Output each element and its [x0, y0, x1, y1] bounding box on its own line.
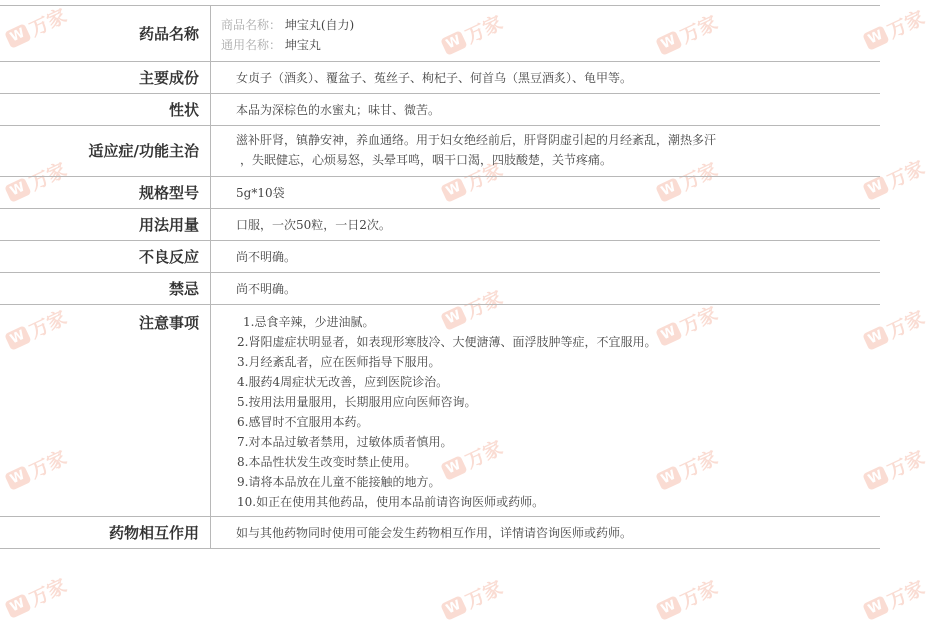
watermark-logo-icon: W: [862, 25, 890, 51]
watermark-logo-icon: W: [440, 177, 468, 203]
watermark: W 万家: [860, 303, 929, 354]
label-contraindications: 禁忌: [0, 273, 211, 305]
watermark: W 万家: [2, 571, 71, 622]
row-spec: [0, 177, 880, 209]
row-contraindications: [0, 273, 880, 305]
watermark-logo-icon: W: [4, 465, 32, 491]
precaution-item: 2.肾阳虚症状明显者，如表现形寒肢冷、大便溏薄、面浮肢肿等症，不宜服用。: [237, 335, 657, 349]
precaution-item: 3.月经紊乱者，应在医师指导下服用。: [237, 355, 441, 369]
watermark-logo-icon: W: [655, 595, 683, 621]
value-interactions: 如与其他药物同时使用可能会发生药物相互作用，详情请咨询医师或药师。: [211, 517, 881, 549]
precaution-item: 6.感冒时不宜服用本药。: [237, 415, 369, 429]
precaution-item: 9.请将本品放在儿童不能接触的地方。: [237, 475, 441, 489]
watermark: W 万家: [653, 573, 722, 624]
precaution-item: 8.本品性状发生改变时禁止使用。: [237, 455, 417, 469]
value-appearance: 本品为深棕色的水蜜丸；味甘、微苦。: [211, 94, 881, 126]
label-usage: 用法用量: [0, 209, 211, 241]
watermark-logo-icon: W: [440, 305, 468, 331]
watermark-logo-icon: W: [655, 30, 683, 56]
precaution-item: 7.对本品过敏者禁用，过敏体质者慎用。: [237, 435, 453, 449]
generic-name: 坤宝丸: [284, 38, 321, 52]
row-precautions: [0, 305, 880, 517]
watermark: W 万家: [653, 299, 722, 350]
watermark: W 万家: [653, 155, 722, 206]
watermark: W 万家: [2, 303, 71, 354]
watermark: W 万家: [438, 8, 507, 59]
watermark: W 万家: [860, 153, 929, 204]
value-contraindications: 尚不明确。: [211, 273, 881, 305]
watermark: W 万家: [438, 283, 507, 334]
watermark-logo-icon: W: [440, 455, 468, 481]
indications-line: ，失眠健忘，心烦易怒，头晕耳鸣，咽干口渴，四肢酸楚，关节疼痛。: [240, 153, 613, 167]
watermark: W 万家: [653, 443, 722, 494]
label-precautions: 注意事项: [0, 305, 211, 517]
value-spec: 5g*10袋: [211, 177, 881, 209]
watermark-logo-icon: W: [4, 593, 32, 619]
watermark: W 万家: [2, 443, 71, 494]
precautions-list: [237, 312, 880, 512]
row-adverse: [0, 241, 880, 273]
label-adverse: 不良反应: [0, 241, 211, 273]
watermark-logo-icon: W: [862, 175, 890, 201]
value-adverse: 尚不明确。: [211, 241, 881, 273]
watermark: W 万家: [438, 573, 507, 624]
watermark-logo-icon: W: [862, 325, 890, 351]
precaution-item: 1.忌食辛辣，少进油腻。: [243, 315, 375, 329]
label-ingredients: 主要成份: [0, 62, 211, 94]
watermark-logo-icon: W: [440, 595, 468, 621]
watermark-logo-icon: W: [4, 23, 32, 49]
row-appearance: [0, 94, 880, 126]
watermark-logo-icon: W: [440, 30, 468, 56]
row-interactions: [0, 517, 880, 549]
watermark-logo-icon: W: [862, 465, 890, 491]
value-drug-name: [211, 6, 881, 62]
watermark: W 万家: [860, 3, 929, 54]
watermark: W 万家: [438, 155, 507, 206]
value-ingredients: 女贞子（酒炙）、覆盆子、菟丝子、枸杞子、何首乌（黑豆酒炙）、龟甲等。: [211, 62, 881, 94]
trade-name: 坤宝丸(自力): [284, 18, 355, 32]
value-usage: 口服，一次50粒，一日2次。: [211, 209, 881, 241]
watermark-logo-icon: W: [4, 325, 32, 351]
row-indications: [0, 126, 880, 177]
precaution-item: 4.服药4周症状无改善，应到医院诊治。: [237, 375, 449, 389]
watermark-logo-icon: W: [655, 465, 683, 491]
generic-name-key: 通用名称：: [221, 38, 282, 52]
watermark: W 万家: [860, 573, 929, 624]
label-drug-name: 药品名称: [0, 6, 211, 62]
drug-info-table: [0, 5, 880, 549]
label-indications: 适应症/功能主治: [0, 126, 211, 177]
precaution-item: 10.如正在使用其他药品，使用本品前请咨询医师或药师。: [237, 495, 545, 509]
trade-name-key: 商品名称：: [221, 18, 282, 32]
watermark-logo-icon: W: [4, 177, 32, 203]
watermark-logo-icon: W: [655, 177, 683, 203]
watermark: W 万家: [438, 433, 507, 484]
row-usage: [0, 209, 880, 241]
watermark: W 万家: [860, 443, 929, 494]
watermark: W 万家: [2, 155, 71, 206]
value-precautions: [211, 305, 881, 517]
watermark: W 万家: [653, 8, 722, 59]
label-spec: 规格型号: [0, 177, 211, 209]
trade-name-line: [221, 15, 880, 35]
value-indications: [211, 126, 881, 177]
label-interactions: 药物相互作用: [0, 517, 211, 549]
watermark: W 万家: [2, 1, 71, 52]
indications-line: 滋补肝肾，镇静安神，养血通络。用于妇女绝经前后，肝肾阴虚引起的月经紊乱，潮热多汗: [236, 133, 717, 147]
row-ingredients: [0, 62, 880, 94]
generic-name-line: [221, 35, 880, 55]
watermark-logo-icon: W: [862, 595, 890, 621]
label-appearance: 性状: [0, 94, 211, 126]
row-drug-name: [0, 6, 880, 62]
watermark-logo-icon: W: [655, 321, 683, 347]
precaution-item: 5.按用法用量服用，长期服用应向医师咨询。: [237, 395, 477, 409]
